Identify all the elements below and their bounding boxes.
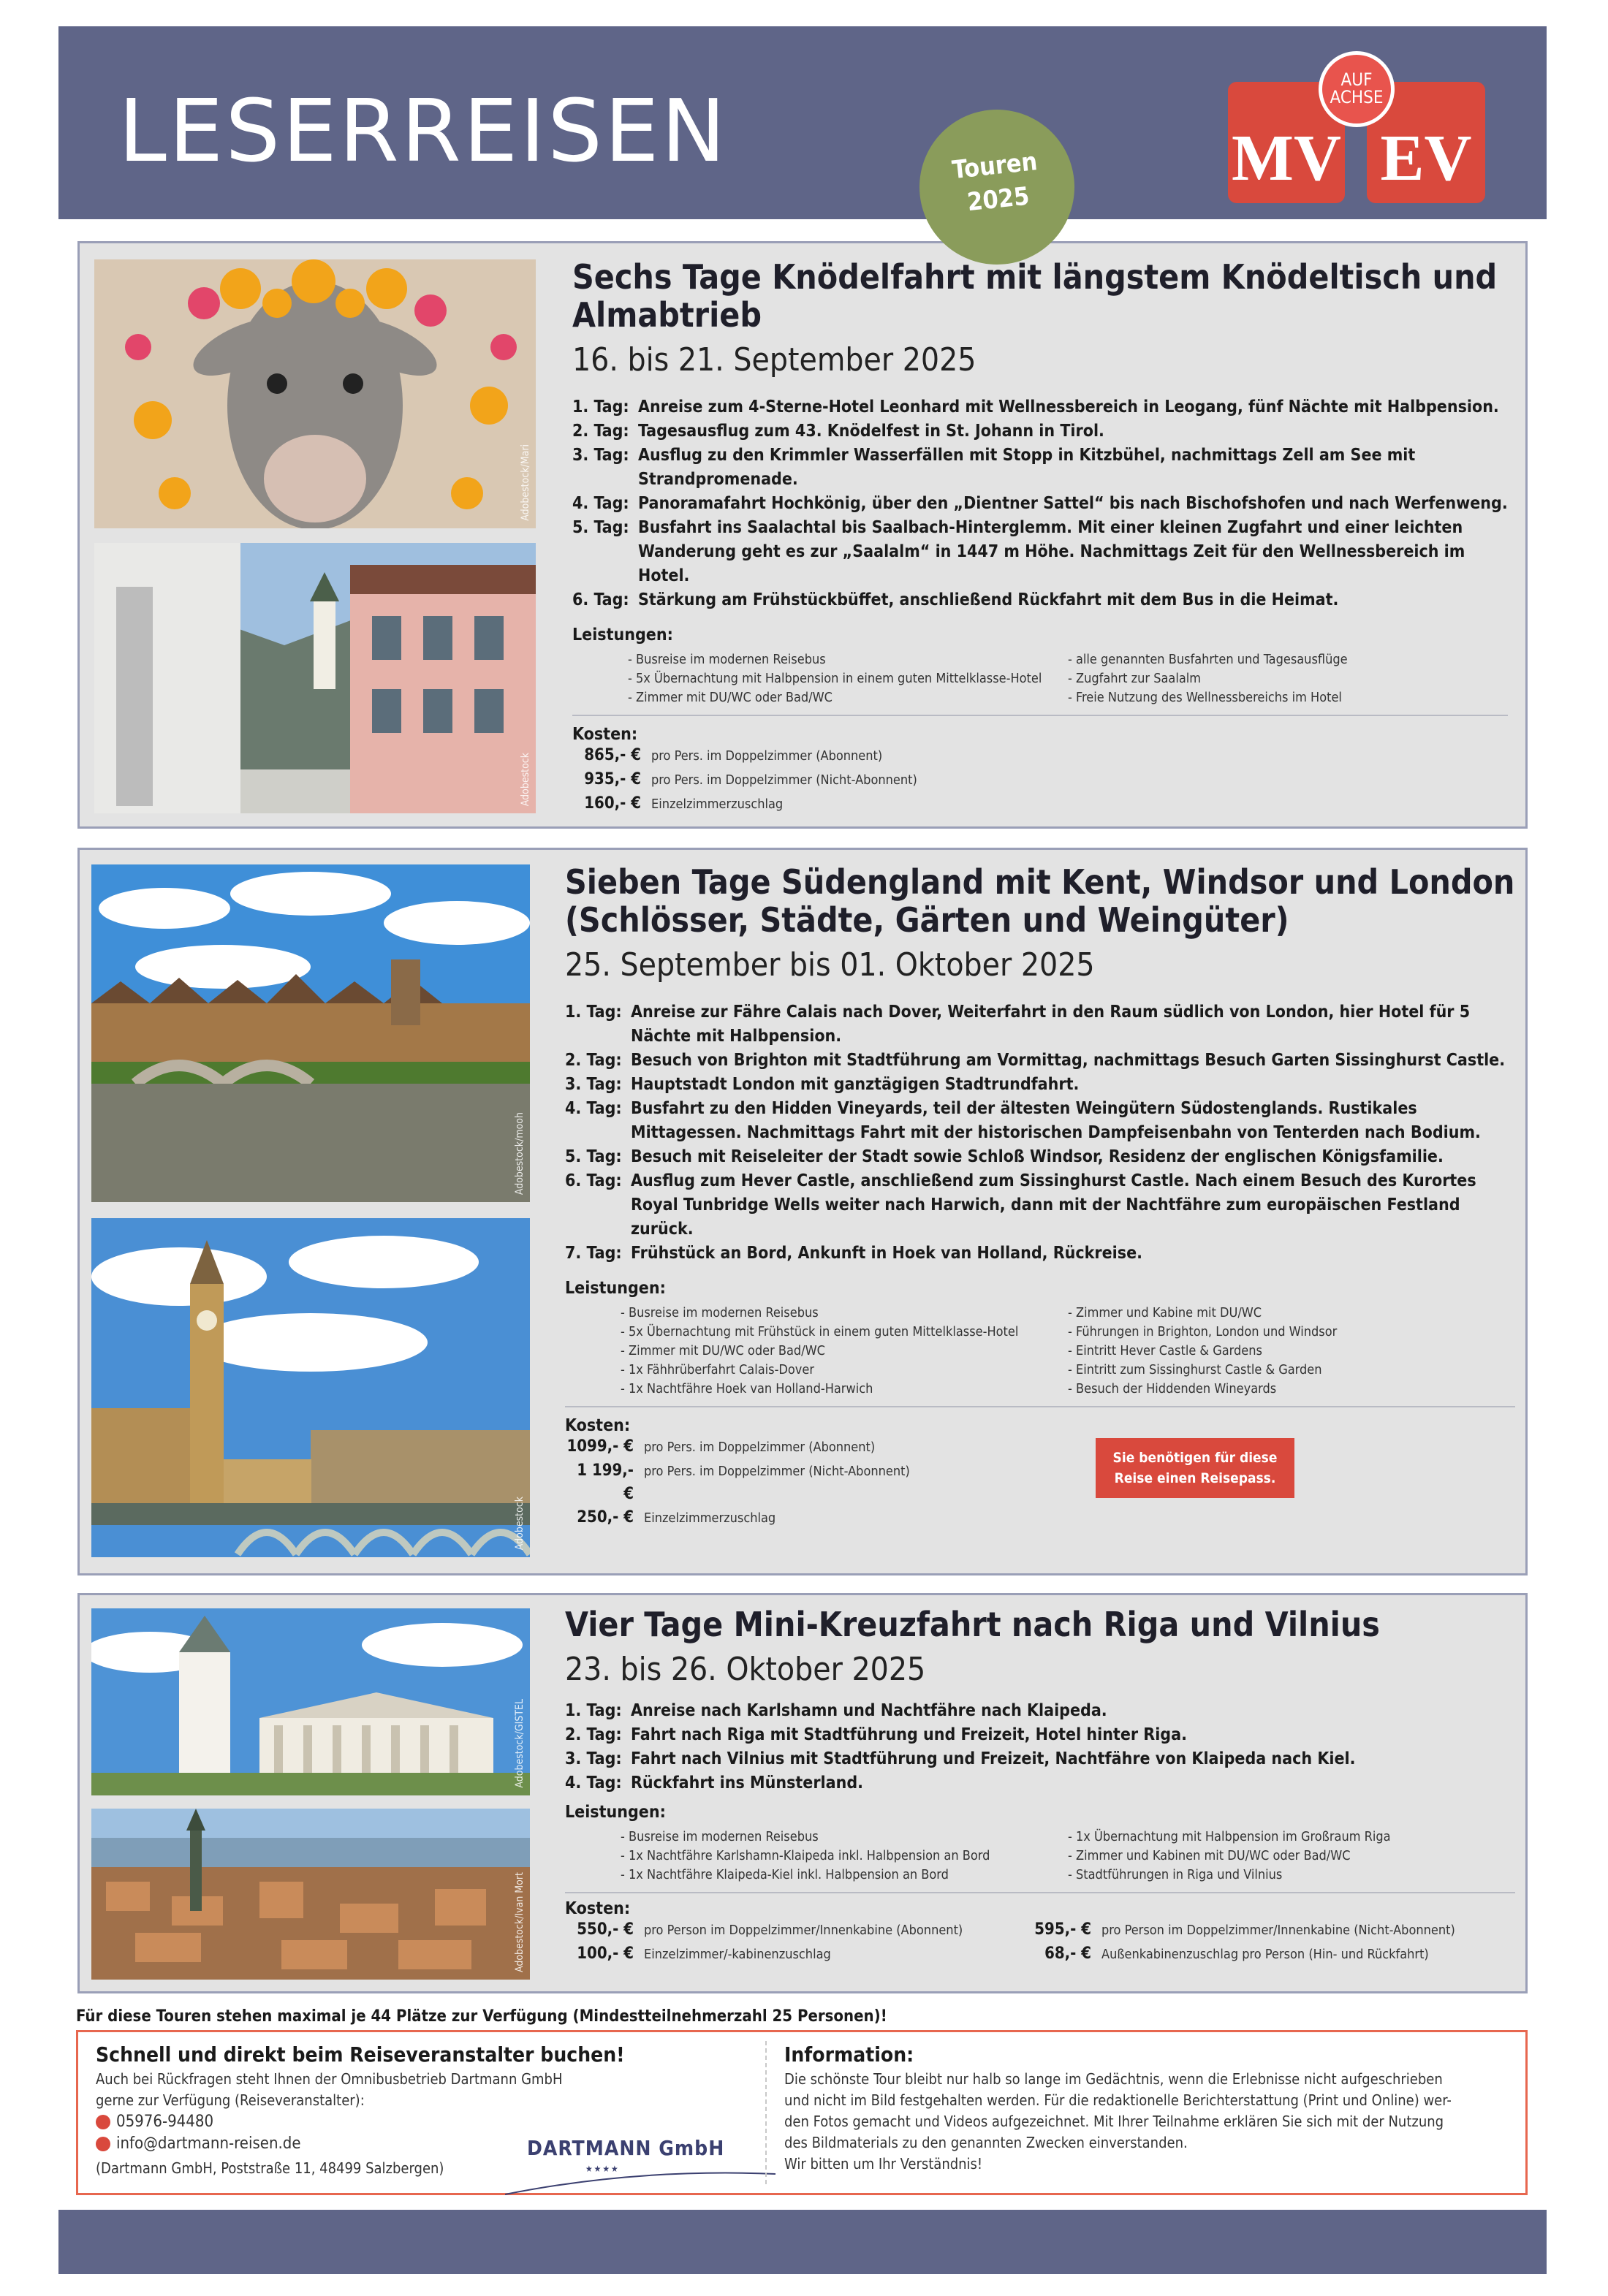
- logo-circle-line1: AUF: [1340, 69, 1373, 90]
- footer-bar: [58, 2210, 1547, 2274]
- trip-title: Vier Tage Mini-Kreuzfahrt nach Riga und Vilnius: [565, 1605, 1380, 1644]
- dartmann-logo-stars: ★★★★: [585, 2164, 620, 2174]
- information-column: [765, 2041, 1511, 2184]
- booking-text: gerne zur Verfügung (Reiseveranstalter):: [96, 2091, 365, 2109]
- service-item: - alle genannten Busfahrten und Tagesausflüge: [1068, 652, 1348, 667]
- village-photo: [94, 543, 536, 813]
- service-item: - 1x Nachtfähre Karlshamn-Klaipeda inkl. Halbpension an Bord: [621, 1848, 990, 1863]
- costs-heading: Kosten:: [565, 1899, 631, 1918]
- cow-photo: [94, 259, 536, 528]
- itinerary: [565, 1699, 1515, 1795]
- photo-credit: Adobestock/Mari: [520, 444, 531, 521]
- trip-content: [565, 1605, 1515, 1966]
- information-line: und nicht im Bild festgehalten werden. Für die redaktionelle Berichterstattung (Print und Online) wer-: [784, 2091, 1452, 2109]
- service-item: - 5x Übernachtung mit Halbpension in einem guten Mittelklasse-Hotel: [628, 671, 1042, 686]
- tours-badge-line2: 2025: [966, 181, 1031, 218]
- costs-heading: Kosten:: [565, 1416, 631, 1435]
- costs-heading: Kosten:: [572, 725, 638, 744]
- services-heading: Leistungen:: [572, 626, 673, 645]
- service-item: - Eintritt Hever Castle & Gardens: [1068, 1343, 1262, 1358]
- service-item: - Eintritt zum Sissinghurst Castle & Garden: [1068, 1362, 1322, 1377]
- tours-badge-line1: Touren: [950, 147, 1039, 186]
- itinerary-day: 1. Tag: Anreise zum 4-Sterne-Hotel Leonhard mit Wellnessbereich in Leogang, fünf Nächte mit Halbpension.: [572, 398, 1499, 417]
- cost-row: 1099,- € pro Pers. im Doppelzimmer (Abonnent): [566, 1437, 876, 1456]
- email-address[interactable]: info@dartmann-reisen.de: [116, 2135, 301, 2153]
- costs-area: [565, 1416, 1515, 1530]
- booking-column: [96, 2041, 775, 2179]
- booking-address: (Dartmann GmbH, Poststraße 11, 48499 Salzbergen): [96, 2159, 444, 2177]
- service-item: - 1x Nachtfähre Klaipeda-Kiel inkl. Halbpension an Bord: [621, 1867, 949, 1882]
- phone-number[interactable]: 05976-94480: [116, 2113, 214, 2131]
- trip-card-knoedel: [77, 241, 1528, 829]
- cost-row: 550,- € pro Person im Doppelzimmer/Innenkabine (Abonnent): [577, 1920, 963, 1939]
- cost-row: 100,- € Einzelzimmer/-kabinenzuschlag: [577, 1945, 831, 1963]
- itinerary-day: 4. Tag: Busfahrt zu den Hidden Vineyards, teil der ältesten Weingütern Südostenglands. Rustikales Mittagessen. Nachmittags Fahrt mit der historischen Dampfeisenbahn von Tenterden nach Bodium.: [565, 1099, 1481, 1142]
- logo-mv: MV: [1228, 82, 1345, 203]
- service-item: - Zimmer mit DU/WC oder Bad/WC: [628, 690, 833, 705]
- trip-content: [565, 863, 1515, 1530]
- logo-circle-line2: ACHSE: [1330, 87, 1384, 107]
- london-photo: [91, 1218, 530, 1557]
- trip-title: Sechs Tage Knödelfahrt mit längstem Knödeltisch und Almabtrieb: [572, 257, 1498, 335]
- service-item: - Zimmer und Kabinen mit DU/WC oder Bad/WC: [1068, 1848, 1351, 1863]
- photo-credit: Adobestock/GISTEL: [514, 1699, 526, 1788]
- services-heading: Leistungen:: [565, 1279, 666, 1298]
- service-item: - Führungen in Brighton, London und Windsor: [1068, 1324, 1338, 1339]
- services-heading: Leistungen:: [565, 1803, 666, 1822]
- trip-title: Sieben Tage Südengland mit Kent, Windsor und London (Schlösser, Städte, Gärten und Weingüter): [565, 862, 1515, 940]
- service-item: - 1x Übernachtung mit Halbpension im Großraum Riga: [1068, 1829, 1391, 1844]
- dartmann-logo-text: DARTMANN GmbH: [527, 2136, 725, 2160]
- itinerary-day: 5. Tag: Busfahrt ins Saalachtal bis Saalbach-Hinterglemm. Mit einer kleinen Zugfahrt und einer leichten Wanderung geht es zur „Saalalm“ in 1447 m Höhe. Nachmittags Zeit für den Wellnessbereich im Hotel.: [572, 518, 1465, 585]
- itinerary-day: 6. Tag: Ausflug zum Hever Castle, anschließend zum Sissinghurst Castle. Nach einem Besuch des Kurortes Royal Tunbridge Wells weiter nach Harwich, dann mit der Nachtfähre zum europäischen Festland zurück.: [565, 1171, 1476, 1239]
- vilnius-photo: [91, 1608, 530, 1795]
- trip-dates: 23. bis 26. Oktober 2025: [565, 1651, 926, 1688]
- page-title: LESERREISEN: [118, 80, 728, 181]
- cost-row: 595,- € pro Person im Doppelzimmer/Innenkabine (Nicht-Abonnent): [1034, 1920, 1455, 1939]
- itinerary-day: 3. Tag: Ausflug zu den Krimmler Wasserfällen mit Stopp in Kitzbühel, nachmittags Zell am See mit Strandpromenade.: [572, 446, 1416, 489]
- itinerary-day: 3. Tag: Hauptstadt London mit ganztägigen Stadtrundfahrt.: [565, 1075, 1080, 1094]
- photo-credit: Adobestock: [514, 1496, 526, 1550]
- information-line: den Fotos gemacht und Videos aufgezeichnet. Mit Ihrer Teilnahme erklären Sie sich mit der Nutzung: [784, 2113, 1444, 2130]
- cost-row: 935,- € pro Pers. im Doppelzimmer (Nicht-Abonnent): [584, 770, 917, 788]
- service-item: - Freie Nutzung des Wellnessbereichs im Hotel: [1068, 690, 1342, 705]
- itinerary-day: 1. Tag: Anreise zur Fähre Calais nach Dover, Weiterfahrt in den Raum südlich von London, hier Hotel für 5 Nächte mit Halbpension.: [565, 1003, 1471, 1046]
- passport-notice: Sie benötigen für diese Reise einen Reisepass.: [1096, 1438, 1294, 1498]
- information-line: des Bildmaterials zu den genannten Zwecken einverstanden.: [784, 2134, 1188, 2151]
- logo-ev: EV: [1367, 82, 1485, 203]
- itinerary-day: 4. Tag: Panoramafahrt Hochkönig, über den „Dientner Sattel“ bis nach Bischofshofen und nach Werfenweng.: [572, 494, 1508, 513]
- services-list: [565, 1304, 1515, 1399]
- booking-heading: Schnell und direkt beim Reiseveranstalter buchen!: [96, 2042, 625, 2067]
- cost-row: 1 199,- € pro Pers. im Doppelzimmer (Nicht-Abonnent): [577, 1461, 910, 1503]
- service-item: - Busreise im modernen Reisebus: [621, 1305, 819, 1320]
- itinerary-day: 2. Tag: Tagesausflug zum 43. Knödelfest in St. Johann in Tirol.: [572, 422, 1104, 441]
- divider: [565, 1892, 1515, 1893]
- itinerary: [572, 395, 1508, 612]
- services-list: [572, 650, 1508, 707]
- logo-auf-achse: [1319, 51, 1395, 127]
- booking-info-box: [76, 2030, 1528, 2195]
- itinerary-day: 6. Tag: Stärkung am Frühstückbüffet, anschließend Rückfahrt mit dem Bus in die Heimat.: [572, 590, 1339, 609]
- costs-list: [565, 1918, 1515, 1966]
- dartmann-logo: [505, 2126, 783, 2199]
- cost-row: 250,- € Einzelzimmerzuschlag: [577, 1508, 776, 1527]
- information-heading: Information:: [784, 2042, 914, 2067]
- photo-credit: Adobestock/Ivan Mort: [514, 1871, 526, 1972]
- itinerary-day: 7. Tag: Frühstück an Bord, Ankunft in Hoek van Holland, Rückreise.: [565, 1244, 1142, 1263]
- service-item: - Zugfahrt zur Saalalm: [1068, 671, 1202, 686]
- trip-content: [572, 258, 1508, 816]
- trip-card-riga-vilnius: [77, 1593, 1528, 1993]
- cost-row: 160,- € Einzelzimmerzuschlag: [584, 794, 784, 813]
- service-item: - 5x Übernachtung mit Frühstück in einem guten Mittelklasse-Hotel: [621, 1324, 1019, 1339]
- itinerary-day: 4. Tag: Rückfahrt ins Münsterland.: [565, 1774, 864, 1793]
- itinerary-day: 5. Tag: Besuch mit Reiseleiter der Stadt sowie Schloß Windsor, Residenz der englischen Königsfamilie.: [565, 1147, 1444, 1166]
- costs-list: [572, 744, 1508, 816]
- riga-photo: [91, 1809, 530, 1980]
- divider: [572, 715, 1508, 716]
- photo-credit: Adobestock/mooh: [514, 1111, 526, 1195]
- itinerary-day: 3. Tag: Fahrt nach Vilnius mit Stadtführung und Freizeit, Nachtfähre von Klaipeda nach Kiel.: [565, 1749, 1356, 1768]
- itinerary-day: 2. Tag: Fahrt nach Riga mit Stadtführung und Freizeit, Hotel hinter Riga.: [565, 1725, 1187, 1744]
- information-line: Die schönste Tour bleibt nur halb so lange im Gedächtnis, wenn die Erlebnisse nicht aufgeschrieben: [784, 2070, 1443, 2088]
- service-item: - Stadtführungen in Riga und Vilnius: [1068, 1867, 1283, 1882]
- costs-list: [565, 1435, 1515, 1530]
- trip-card-suedengland: [77, 848, 1528, 1575]
- service-item: - Besuch der Hiddenden Wineyards: [1068, 1381, 1277, 1396]
- itinerary-day: 1. Tag: Anreise nach Karlshamn und Nachtfähre nach Klaipeda.: [565, 1701, 1107, 1720]
- seats-notice: Für diese Touren stehen maximal je 44 Plätze zur Verfügung (Mindestteilnehmerzahl 25 Personen)!: [76, 2007, 887, 2026]
- service-item: - 1x Fähhrüberfahrt Calais-Dover: [621, 1362, 814, 1377]
- trip-dates: 16. bis 21. September 2025: [572, 341, 976, 379]
- phone-icon: [96, 2115, 110, 2129]
- divider: [565, 1406, 1515, 1407]
- itinerary-day: 2. Tag: Besuch von Brighton mit Stadtführung am Vormittag, nachmittags Besuch Garten Sissinghurst Castle.: [565, 1051, 1506, 1070]
- cost-row: 865,- € pro Pers. im Doppelzimmer (Abonnent): [584, 746, 883, 764]
- service-item: - 1x Nachtfähre Hoek van Holland-Harwich: [621, 1381, 873, 1396]
- service-item: - Busreise im modernen Reisebus: [621, 1829, 819, 1844]
- photo-credit: Adobestock: [520, 752, 531, 806]
- trip-dates: 25. September bis 01. Oktober 2025: [565, 946, 1095, 984]
- cost-row: 68,- € Außenkabinenzuschlag pro Person (Hin- und Rückfahrt): [1044, 1945, 1429, 1963]
- booking-text: Auch bei Rückfragen steht Ihnen der Omnibusbetrieb Dartmann GmbH: [96, 2070, 563, 2088]
- mail-icon: [96, 2137, 110, 2151]
- service-item: - Busreise im modernen Reisebus: [628, 652, 826, 667]
- service-item: - Zimmer und Kabine mit DU/WC: [1068, 1305, 1262, 1320]
- service-item: - Zimmer mit DU/WC oder Bad/WC: [621, 1343, 825, 1358]
- information-line: Wir bitten um Ihr Verständnis!: [784, 2155, 983, 2173]
- services-list: [565, 1828, 1515, 1885]
- river-town-photo: [91, 864, 530, 1202]
- itinerary: [565, 1000, 1515, 1266]
